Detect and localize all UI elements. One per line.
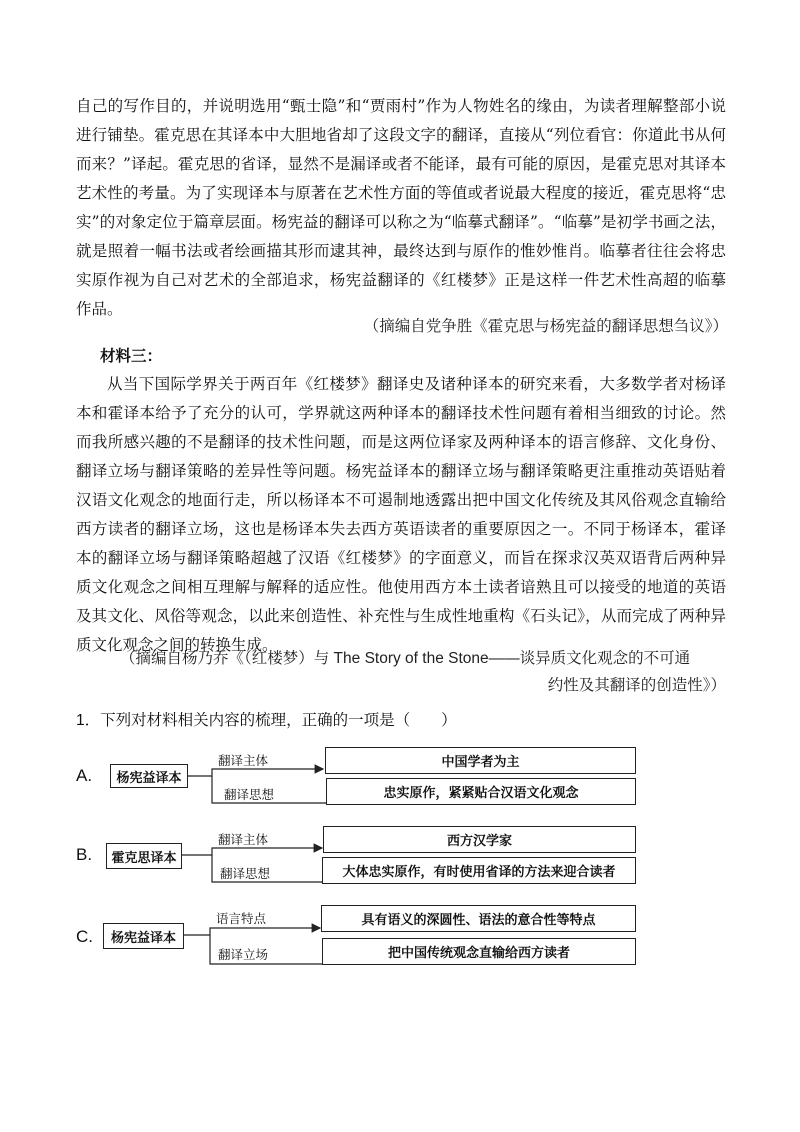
option-a-letter[interactable]: A. xyxy=(76,766,93,785)
option-c-subject-box: 杨宪益译本 xyxy=(103,923,184,949)
connector-b-1 xyxy=(182,848,322,855)
question-1: 1．下列对材料相关内容的梳理，正确的一项是（ ） xyxy=(76,712,457,729)
option-b-label-1: 翻译主体 xyxy=(218,833,269,847)
option-c-box-1: 具有语义的深圆性、语法的意合性等特点 xyxy=(321,905,636,932)
paragraph-2: 从当下国际学界关于两百年《红楼梦》翻译史及诸种译本的研究来看，大多数学者对杨译本和霍译本给予了充分的认可，学界就这两种译本的翻译技术性问题有着相当细致的讨论。然而我所感兴趣的不是翻译的技术性问题，而是这两位译家及两种译本的语言修辞、文化身份、翻译立场与翻译策略的差异性等问题。杨宪益译本的翻译立场与翻译策略更注重推动英语贴着汉语文化观念的地面行走，所以杨译本不可遏制地透露出把中国文化传统及其风俗观念直输给西方读者的翻译立场，这也是杨译本失去西方英语读者的重要原因之一。不同于杨译本，霍译本的翻译立场与翻译策略超越了汉语《红楼梦》的字面意义，而旨在探求汉英双语背后两种异质文化观念之间相互理解与解释的适应性。他使用西方本土读者谙熟且可以接受的地道的英语及其文化、风俗等观念，以此来创造性、补充性与生成性地重构《石头记》，从而完成了两种异质文化观念之间的转换生成。 xyxy=(76,375,726,654)
option-b-box-1: 西方汉学家 xyxy=(323,826,636,853)
option-b-subject-box: 霍克思译本 xyxy=(106,843,182,869)
option-a-subject-box: 杨宪益译本 xyxy=(110,764,188,788)
option-a-box-1: 中国学者为主 xyxy=(325,747,636,774)
option-c-letter[interactable]: C. xyxy=(76,927,93,946)
source-citation-1: （摘编自党争胜《霍克思与杨宪益的翻译思想刍议》） xyxy=(363,318,728,335)
connector-a-1 xyxy=(188,769,323,776)
option-b-box-2: 大体忠实原作，有时使用省译的方法来迎合读者 xyxy=(322,857,636,884)
source-citation-2-line-1: （摘编自杨乃乔《（红楼梦）与 The Story of the Stone——谈异质文化观念的不可通 xyxy=(120,650,691,667)
material-3-title: 材料三： xyxy=(100,348,163,365)
option-a-box-2: 忠实原作，紧紧贴合汉语文化观念 xyxy=(326,778,636,805)
option-c-label-2: 翻译立场 xyxy=(218,948,269,962)
source-citation-2-line-2: 约性及其翻译的创造性》） xyxy=(547,677,726,694)
option-a-label-2: 翻译思想 xyxy=(224,788,275,802)
option-b-label-2: 翻译思想 xyxy=(220,867,271,881)
paragraph-1: 自己的写作目的，并说明选用“甄士隐”和“贾雨村”作为人物姓名的缘由，为读者理解整部小说进行铺垫。霍克思在其译本中大胆地省却了这段文字的翻译，直接从“列位看官：你道此书从何而来？”译起。霍克思的省译，显然不是漏译或者不能译，最有可能的原因，是霍克思对其译本艺术性的考量。为了实现译本与原著在艺术性方面的等值或者说最大程度的接近，霍克思将“忠实”的对象定位于篇章层面。杨宪益的翻译可以称之为“临摹式翻译”。“临摹”是初学书画之法，就是照着一幅书法或者绘画描其形而逮其神，最终达到与原作的惟妙惟肖。临摹者往往会将忠实原作视为自己对艺术的全部追求，杨宪益翻译的《红楼梦》正是这样一件艺术性高超的临摹作品。 xyxy=(76,97,726,318)
option-c-box-2: 把中国传统观念直输给西方读者 xyxy=(322,938,636,965)
option-c-label-1: 语言特点 xyxy=(216,912,267,926)
connector-c-1 xyxy=(184,928,320,935)
option-a-label-1: 翻译主体 xyxy=(218,754,269,768)
option-b-letter[interactable]: B. xyxy=(76,845,93,864)
